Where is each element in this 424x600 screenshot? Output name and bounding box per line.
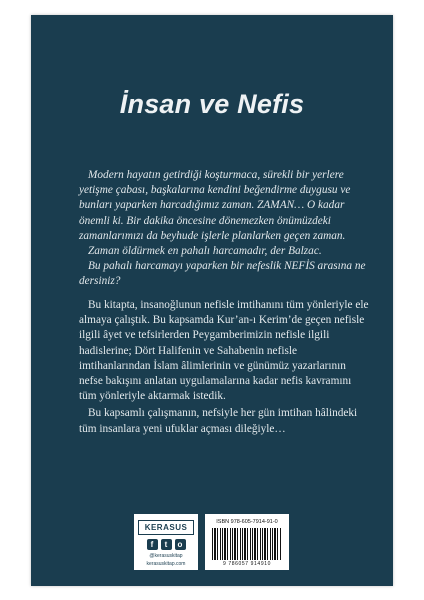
intro-quote	[79, 168, 371, 290]
cover-footer	[134, 514, 290, 570]
quote-paragraph: Modern hayatın getirdiği koşturmaca, sürekli bir yerlere yetişme çabası, başkalarına kendini beğendirme duygusu ve bunları yaparken harcadığımız zaman. ZAMAN… O kadar önemli ki. Bir dakika öncesine dönemezken önümüzdeki zamanlarımızı da beyhude işlerle planlarken geçen zaman.	[79, 169, 351, 242]
social-icons	[138, 539, 194, 550]
quote-paragraph: Bu pahalı harcamayı yaparken bir nefeslik NEFİS arasına ne dersiniz?	[79, 260, 366, 288]
barcode-digits: 9 786057 914910	[223, 561, 271, 567]
book-title: İnsan ve Nefis	[119, 89, 305, 119]
facebook-icon: f	[147, 539, 158, 550]
publisher-website: kerasuskitap.com	[146, 561, 186, 567]
description	[79, 298, 371, 439]
description-paragraph: Bu kapsamlı çalışmanın, nefsiyle her gün imtihan hâlindeki tüm insanlara yeni ufuklar açması dileğiyle…	[79, 407, 358, 435]
isbn-label: ISBN 978-605-7914-91-0	[216, 519, 278, 525]
barcode-icon	[212, 528, 282, 560]
publisher-box	[134, 514, 198, 570]
description-paragraph: Bu kitapta, insanoğlunun nefisle imtihanını tüm yönleriyle ele almaya çalıştık. Bu kapsamda Kur’an-ı Kerim’de geçen nefisle ilgili âyet ve tefsirlerden Peygamberimizin nefisle ilgili hadislerine; Dört Halifenin ve Sahabenin nefisle imtihanlarından İslam âlimlerinin ve günümüz yazarlarının nefse bakışını anlatan uygulamalarına kadar nefis kavramını tüm yönleriyle aktarmak istedik.	[79, 299, 369, 403]
twitter-icon: t	[161, 539, 172, 550]
publisher-logo: KERASUS	[138, 520, 194, 535]
social-handle: @kerasuskitap	[149, 553, 183, 559]
quote-paragraph: Zaman öldürmek en pahalı harcamadır, der Balzac.	[88, 245, 322, 258]
instagram-icon: o	[175, 539, 186, 550]
barcode-box	[205, 514, 289, 570]
book-back-cover	[31, 15, 393, 586]
